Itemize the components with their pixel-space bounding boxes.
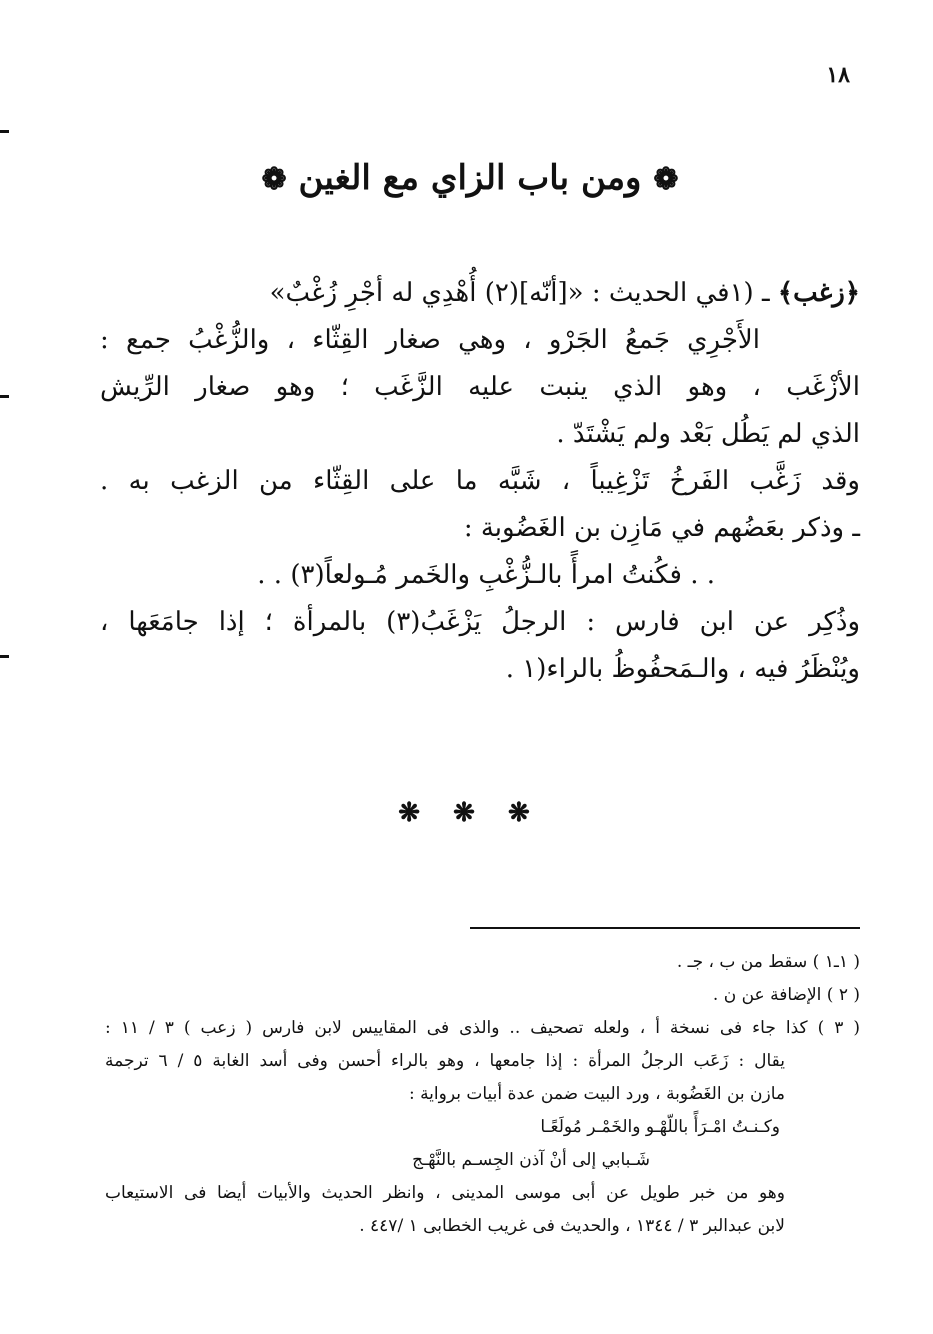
entry-line: وقد زَغَّب الفَرخُ تَزْغِيباً ، شَبَّه ما على القِثّاء من الزغب به . <box>100 466 860 496</box>
entry-line: الأَجْرِي جَمعُ الجَرْو ، وهي صغار القِثّاء ، والزُّغْبُ جمع : <box>100 325 760 355</box>
footnote-continuation: يقال : زَعَب الرجلُ المرأة : إذا جامعها ، وهو بالراء أحسن وفى أسد الغابة ٥ / ٦ ترجمة <box>105 1051 785 1071</box>
margin-mark <box>0 395 9 398</box>
ornament-open: ❁ <box>653 162 679 197</box>
chapter-title <box>150 148 790 210</box>
footnote-divider <box>470 927 860 929</box>
section-separator: ❋ ❋ ❋ <box>398 798 542 828</box>
entry-line: ويُنْظَرُ فيه ، والـمَحفُوظُ بالراء(١ . <box>505 654 860 684</box>
footnote-continuation: وهو من خبر طويل عن أبى موسى المدينى ، وانظر الحديث والأبيات أيضا فى الاستيعاب <box>105 1183 785 1203</box>
entry-body <box>100 270 860 693</box>
entry-verse: . . فكُنتُ امرأً بالـزُّغْبِ والخَمر مُـولعاً(٣) . . <box>257 560 715 590</box>
footnote-verse: وكـنـتُ امْـرَأً باللّهْـو والخَمْـر مُولَعًـا <box>540 1117 780 1137</box>
entry-line: ـ (١في الحديث : «[أنّه](٢) أُهْدِي له أجْرِ زُغْبٌ» <box>269 278 770 308</box>
footnote: ( ٣ ) كذا جاء فى نسخة أ ، ولعله تصحيف .. والذى فى المقاييس لابن فارس ( زعب ) ٣ / ١١ : <box>105 1018 860 1038</box>
footnote-verse: شَـبابي إلى أنْ آذن الجِسـم بالنَّهْـج <box>412 1150 650 1170</box>
margin-mark <box>0 655 9 658</box>
entry-first-line <box>100 270 860 317</box>
entry-line: الأزْغَب ، وهو الذي ينبت عليه الزَّغَب ؛ وهو صغار الرِّيش <box>100 372 860 402</box>
entry-headword: ﴿زغب﴾ <box>777 278 860 308</box>
ornament-close: ❁ <box>261 162 287 197</box>
footnote-continuation: مازن بن الغَضُوبة ، ورد البيت ضمن عدة أبيات برواية : <box>408 1084 785 1104</box>
chapter-title-text: ومن باب الزاي مع الغين <box>298 158 642 198</box>
footnote: ( ٢ ) الإضافة عن ن . <box>712 985 860 1005</box>
entry-line: ـ وذكر بعَضُهم في مَازِن بن الغَضُوبة : <box>463 513 860 543</box>
footnote-continuation: لابن عبدالبر ٣ / ١٣٤٤ ، والحديث فى غريب الخطابى ١ /٤٤٧ . <box>359 1216 785 1236</box>
entry-line: وذُكِر عن ابن فارس : الرجلُ يَزْغَبُ(٣) بالمرأة ؛ إذا جامَعَها ، <box>100 607 861 637</box>
entry-line: الذي لم يَطُل بَعْد ولم يَشْتَدّ . <box>556 419 860 449</box>
page-number: ١٨ <box>826 62 850 88</box>
footnotes <box>105 946 860 1243</box>
footnote: ( ١ـ١ ) سقط من ب ، جـ . <box>676 952 860 972</box>
margin-mark <box>0 130 9 133</box>
